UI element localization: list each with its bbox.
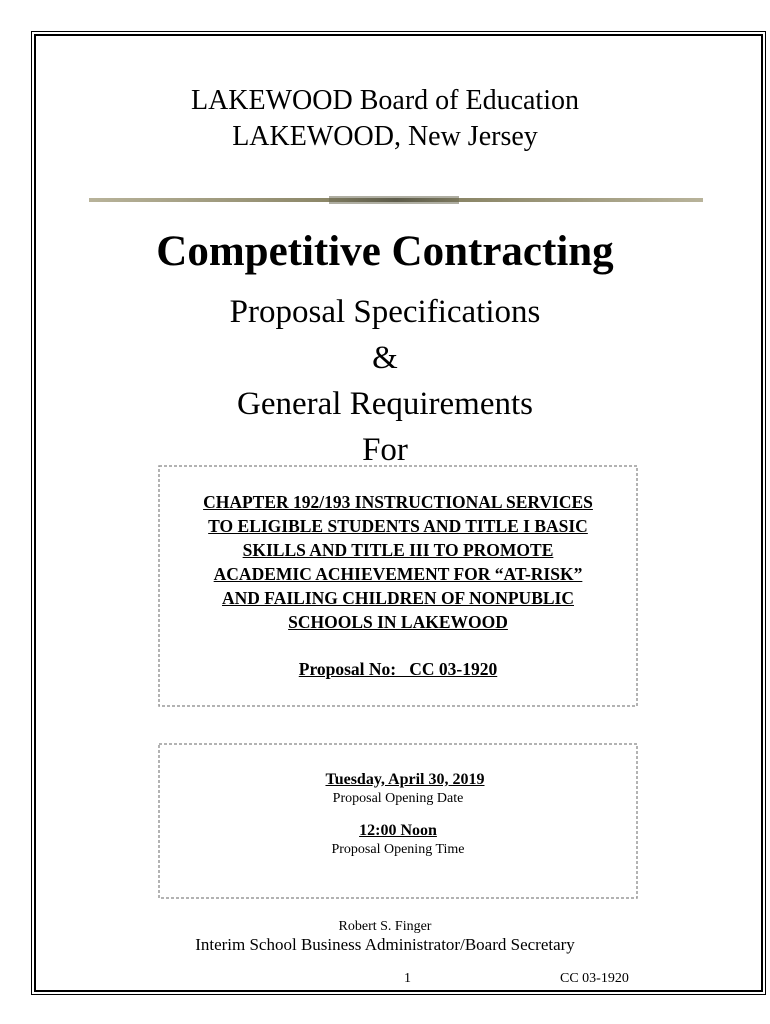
subtitle-line-1: Proposal Specifications [229,294,541,330]
description-line-6: SCHOOLS IN LAKEWOOD [288,612,508,632]
opening-time-label: Proposal Opening Time [331,842,465,857]
page-number: 1 [404,971,411,986]
description-line-4: ACADEMIC ACHIEVEMENT FOR “AT-RISK” [213,564,583,584]
subtitle-line-3: General Requirements [237,386,533,422]
description-line-3: SKILLS AND TITLE III TO PROMOTE [242,540,554,560]
description-line-1: CHAPTER 192/193 INSTRUCTIONAL SERVICES [203,492,593,512]
header-location: LAKEWOOD, New Jersey [232,121,538,152]
document-code: CC 03-1920 [560,971,629,986]
opening-date: Tuesday, April 30, 2019 [325,771,485,788]
description-line-2: TO ELIGIBLE STUDENTS AND TITLE I BASIC [208,516,588,536]
description-box [157,464,639,708]
document-title: Competitive Contracting [156,228,614,275]
proposal-number: Proposal No: CC 03-1920 [298,659,498,679]
subtitle-line-2: & [372,340,398,376]
description-line-5: AND FAILING CHILDREN OF NONPUBLIC [222,588,574,608]
opening-time: 12:00 Noon [359,822,437,839]
header-organization: LAKEWOOD Board of Education [190,85,579,116]
signer-role: Interim School Business Administrator/Board Secretary [195,935,575,954]
opening-date-label: Proposal Opening Date [332,791,464,806]
signer-name: Robert S. Finger [338,919,432,934]
decorative-divider [89,196,703,204]
subtitle-line-4: For [362,432,408,468]
opening-box [157,742,639,900]
